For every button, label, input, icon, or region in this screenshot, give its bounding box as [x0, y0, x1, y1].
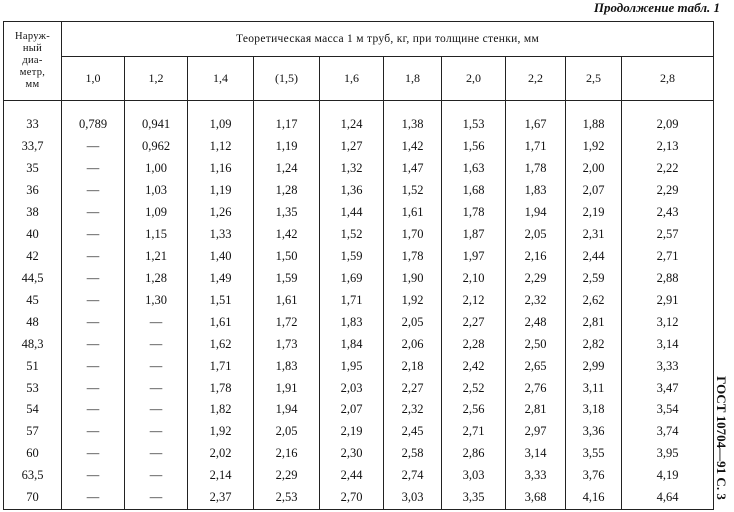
table-row	[4, 399, 714, 421]
diameter-cell: 60	[4, 443, 62, 465]
mass-cell: 1,78	[384, 245, 442, 267]
mass-cell: 1,72	[254, 311, 320, 333]
diameter-cell: 38	[4, 202, 62, 224]
mass-cell: 1,83	[320, 311, 384, 333]
thickness-header: 2,0	[442, 57, 506, 101]
table-row	[4, 202, 714, 224]
diameter-header-line: ный	[22, 43, 43, 54]
mass-cell: 3,14	[506, 443, 566, 465]
mass-cell: 2,76	[506, 377, 566, 399]
mass-cell: 1,33	[188, 224, 254, 246]
mass-cell: 1,21	[125, 245, 188, 267]
mass-cell: 4,64	[622, 487, 714, 510]
mass-cell: 2,42	[442, 355, 506, 377]
mass-cell: —	[62, 421, 125, 443]
mass-cell: 1,15	[125, 224, 188, 246]
mass-cell: 1,84	[320, 333, 384, 355]
mass-cell: 3,54	[622, 399, 714, 421]
table-row	[4, 245, 714, 267]
table-row	[4, 114, 714, 136]
mass-cell: 1,61	[188, 311, 254, 333]
mass-cell: 2,48	[506, 311, 566, 333]
mass-cell: 1,78	[188, 377, 254, 399]
table-row	[4, 136, 714, 158]
mass-cell: 1,59	[320, 245, 384, 267]
mass-cell: 2,05	[384, 311, 442, 333]
mass-cell: 1,95	[320, 355, 384, 377]
side-page-label: ГОСТ 10704—91 С. 3	[714, 376, 729, 500]
mass-cell: —	[62, 289, 125, 311]
mass-cell: 2,07	[320, 399, 384, 421]
mass-cell: 2,19	[566, 202, 622, 224]
mass-cell: 2,12	[442, 289, 506, 311]
mass-cell: 1,97	[442, 245, 506, 267]
mass-cell: 2,02	[188, 443, 254, 465]
mass-cell: —	[125, 487, 188, 510]
mass-cell: 2,13	[622, 136, 714, 158]
mass-cell: 1,27	[320, 136, 384, 158]
mass-cell: 1,52	[320, 224, 384, 246]
diameter-header-line: метр,	[19, 67, 46, 78]
mass-cell: —	[62, 487, 125, 510]
mass-cell: 2,71	[442, 421, 506, 443]
mass-cell: 3,35	[442, 487, 506, 510]
mass-cell: 3,36	[566, 421, 622, 443]
table-row	[4, 487, 714, 510]
mass-cell: 1,50	[254, 245, 320, 267]
mass-cell: 1,91	[254, 377, 320, 399]
mass-cell: 1,32	[320, 158, 384, 180]
mass-cell: 2,59	[566, 267, 622, 289]
mass-cell: 1,73	[254, 333, 320, 355]
table-row	[4, 421, 714, 443]
mass-cell: 1,92	[188, 421, 254, 443]
mass-cell: 2,27	[384, 377, 442, 399]
mass-cell: —	[62, 443, 125, 465]
mass-cell: 2,29	[254, 465, 320, 487]
mass-cell: 1,40	[188, 245, 254, 267]
mass-cell: —	[125, 421, 188, 443]
mass-cell: —	[125, 333, 188, 355]
mass-cell: 2,52	[442, 377, 506, 399]
mass-cell: 1,69	[320, 267, 384, 289]
mass-cell: 2,62	[566, 289, 622, 311]
mass-cell: 1,94	[506, 202, 566, 224]
thickness-header: 2,2	[506, 57, 566, 101]
diameter-cell: 48,3	[4, 333, 62, 355]
mass-cell: 1,94	[254, 399, 320, 421]
group-header: Теоретическая масса 1 м труб, кг, при толщине стенки, мм	[62, 22, 714, 57]
mass-cell: 3,03	[384, 487, 442, 510]
mass-cell: 1,24	[320, 114, 384, 136]
table-row	[4, 333, 714, 355]
mass-cell: 1,26	[188, 202, 254, 224]
mass-cell: 2,07	[566, 180, 622, 202]
mass-cell: —	[125, 443, 188, 465]
mass-cell: 1,24	[254, 158, 320, 180]
mass-cell: 3,12	[622, 311, 714, 333]
mass-cell: —	[125, 399, 188, 421]
mass-cell: 1,17	[254, 114, 320, 136]
mass-cell: 3,14	[622, 333, 714, 355]
mass-cell: 2,30	[320, 443, 384, 465]
mass-cell: 1,78	[442, 202, 506, 224]
diameter-cell: 45	[4, 289, 62, 311]
mass-cell: 1,92	[566, 136, 622, 158]
mass-cell: 1,30	[125, 289, 188, 311]
diameter-cell: 40	[4, 224, 62, 246]
mass-cell: 1,67	[506, 114, 566, 136]
diameter-header-line: диа-	[22, 55, 43, 66]
mass-cell: 2,70	[320, 487, 384, 510]
mass-cell: —	[62, 399, 125, 421]
mass-cell: 1,71	[188, 355, 254, 377]
mass-cell: 2,22	[622, 158, 714, 180]
mass-cell: 4,16	[566, 487, 622, 510]
mass-cell: 1,00	[125, 158, 188, 180]
mass-cell: 1,36	[320, 180, 384, 202]
mass-cell: 1,12	[188, 136, 254, 158]
diameter-header-line: Наруж-	[14, 31, 51, 42]
mass-table	[3, 21, 714, 510]
mass-cell: 2,29	[506, 267, 566, 289]
diameter-cell: 33	[4, 114, 62, 136]
mass-cell: 2,29	[622, 180, 714, 202]
mass-cell: 2,45	[384, 421, 442, 443]
mass-cell: —	[125, 311, 188, 333]
mass-cell: 1,70	[384, 224, 442, 246]
mass-cell: 2,32	[384, 399, 442, 421]
mass-cell: —	[62, 245, 125, 267]
mass-cell: 1,90	[384, 267, 442, 289]
mass-cell: 3,95	[622, 443, 714, 465]
mass-cell: —	[62, 355, 125, 377]
mass-cell: 1,82	[188, 399, 254, 421]
mass-cell: 2,05	[506, 224, 566, 246]
table-row	[4, 289, 714, 311]
mass-cell: 3,76	[566, 465, 622, 487]
thickness-header: (1,5)	[254, 57, 320, 101]
table-row	[4, 355, 714, 377]
mass-cell: 1,42	[254, 224, 320, 246]
mass-cell: —	[125, 355, 188, 377]
mass-cell: 2,81	[566, 311, 622, 333]
mass-cell: 1,28	[254, 180, 320, 202]
mass-cell: 1,87	[442, 224, 506, 246]
mass-cell: 1,61	[254, 289, 320, 311]
mass-cell: 3,18	[566, 399, 622, 421]
thickness-header: 1,8	[384, 57, 442, 101]
mass-cell: 2,31	[566, 224, 622, 246]
mass-cell: 3,47	[622, 377, 714, 399]
mass-cell: 3,33	[622, 355, 714, 377]
diameter-cell: 36	[4, 180, 62, 202]
mass-cell: 4,19	[622, 465, 714, 487]
mass-cell: 2,28	[442, 333, 506, 355]
mass-cell: 2,65	[506, 355, 566, 377]
mass-cell: 2,81	[506, 399, 566, 421]
mass-cell: 2,43	[622, 202, 714, 224]
diameter-cell: 33,7	[4, 136, 62, 158]
mass-cell: 2,82	[566, 333, 622, 355]
thickness-header: 1,6	[320, 57, 384, 101]
diameter-header-line: мм	[25, 79, 40, 90]
table-row	[4, 267, 714, 289]
mass-cell: 3,55	[566, 443, 622, 465]
diameter-header	[4, 22, 62, 101]
mass-cell: 2,19	[320, 421, 384, 443]
mass-cell: —	[62, 136, 125, 158]
diameter-cell: 35	[4, 158, 62, 180]
spacer-row	[4, 101, 714, 114]
table-body	[4, 101, 714, 510]
table-row	[4, 311, 714, 333]
table-row	[4, 224, 714, 246]
mass-cell: 1,16	[188, 158, 254, 180]
mass-cell: 1,92	[384, 289, 442, 311]
mass-cell: 1,53	[442, 114, 506, 136]
mass-cell: 1,56	[442, 136, 506, 158]
mass-cell: 2,44	[320, 465, 384, 487]
mass-cell: 2,18	[384, 355, 442, 377]
thickness-header: 1,4	[188, 57, 254, 101]
mass-cell: 2,06	[384, 333, 442, 355]
table-row	[4, 180, 714, 202]
table-row	[4, 158, 714, 180]
mass-cell: 2,14	[188, 465, 254, 487]
mass-cell: 1,71	[320, 289, 384, 311]
mass-cell: 0,941	[125, 114, 188, 136]
mass-cell: 1,59	[254, 267, 320, 289]
mass-cell: 1,19	[188, 180, 254, 202]
mass-cell: 2,97	[506, 421, 566, 443]
mass-cell: —	[62, 202, 125, 224]
mass-cell: 2,27	[442, 311, 506, 333]
mass-cell: 1,78	[506, 158, 566, 180]
diameter-cell: 63,5	[4, 465, 62, 487]
mass-cell: 1,42	[384, 136, 442, 158]
mass-cell: 3,11	[566, 377, 622, 399]
mass-cell: 2,53	[254, 487, 320, 510]
mass-cell: 0,789	[62, 114, 125, 136]
mass-cell: —	[62, 224, 125, 246]
mass-cell: 1,09	[188, 114, 254, 136]
mass-cell: 2,05	[254, 421, 320, 443]
table-row	[4, 443, 714, 465]
mass-cell: 3,68	[506, 487, 566, 510]
mass-cell: 1,03	[125, 180, 188, 202]
mass-cell: 1,52	[384, 180, 442, 202]
thickness-header: 1,2	[125, 57, 188, 101]
mass-cell: 2,09	[622, 114, 714, 136]
diameter-cell: 54	[4, 399, 62, 421]
mass-cell: 2,99	[566, 355, 622, 377]
mass-cell: 1,44	[320, 202, 384, 224]
mass-cell: 1,88	[566, 114, 622, 136]
mass-cell: 3,33	[506, 465, 566, 487]
mass-cell: 2,74	[384, 465, 442, 487]
mass-cell: 2,88	[622, 267, 714, 289]
mass-cell: 2,10	[442, 267, 506, 289]
mass-cell: 2,16	[254, 443, 320, 465]
diameter-cell: 44,5	[4, 267, 62, 289]
continuation-label: Продолжение табл. 1	[593, 0, 720, 15]
mass-cell: 1,83	[254, 355, 320, 377]
thickness-header: 2,5	[566, 57, 622, 101]
thickness-header: 2,8	[622, 57, 714, 101]
mass-cell: —	[62, 377, 125, 399]
thickness-header: 1,0	[62, 57, 125, 101]
mass-cell: 1,38	[384, 114, 442, 136]
mass-cell: 2,91	[622, 289, 714, 311]
mass-cell: 2,57	[622, 224, 714, 246]
mass-cell: 2,56	[442, 399, 506, 421]
diameter-cell: 53	[4, 377, 62, 399]
mass-cell: 1,83	[506, 180, 566, 202]
mass-cell: —	[62, 267, 125, 289]
mass-cell: 1,35	[254, 202, 320, 224]
mass-cell: 1,63	[442, 158, 506, 180]
mass-cell: 2,58	[384, 443, 442, 465]
diameter-cell: 42	[4, 245, 62, 267]
mass-cell: 1,09	[125, 202, 188, 224]
mass-cell: 2,03	[320, 377, 384, 399]
mass-cell: 1,19	[254, 136, 320, 158]
mass-cell: 2,00	[566, 158, 622, 180]
mass-cell: —	[62, 180, 125, 202]
diameter-cell: 48	[4, 311, 62, 333]
table-row	[4, 377, 714, 399]
mass-cell: —	[62, 311, 125, 333]
diameter-cell: 57	[4, 421, 62, 443]
mass-cell: 2,32	[506, 289, 566, 311]
mass-cell: 3,74	[622, 421, 714, 443]
thickness-header-row	[4, 57, 714, 101]
mass-cell: 2,16	[506, 245, 566, 267]
mass-cell: 1,47	[384, 158, 442, 180]
mass-cell: 1,71	[506, 136, 566, 158]
mass-cell: 1,51	[188, 289, 254, 311]
mass-cell: 2,44	[566, 245, 622, 267]
mass-cell: 2,37	[188, 487, 254, 510]
mass-cell: —	[62, 333, 125, 355]
mass-cell: —	[125, 465, 188, 487]
mass-cell: 1,49	[188, 267, 254, 289]
table-row	[4, 465, 714, 487]
mass-cell: 1,68	[442, 180, 506, 202]
mass-cell: 2,50	[506, 333, 566, 355]
mass-cell: 2,71	[622, 245, 714, 267]
mass-cell: 1,62	[188, 333, 254, 355]
mass-cell: —	[62, 158, 125, 180]
mass-cell: 0,962	[125, 136, 188, 158]
mass-cell: 1,61	[384, 202, 442, 224]
mass-cell: 2,86	[442, 443, 506, 465]
mass-cell: 1,28	[125, 267, 188, 289]
diameter-cell: 70	[4, 487, 62, 510]
mass-cell: 3,03	[442, 465, 506, 487]
mass-cell: —	[62, 465, 125, 487]
diameter-cell: 51	[4, 355, 62, 377]
mass-cell: —	[125, 377, 188, 399]
